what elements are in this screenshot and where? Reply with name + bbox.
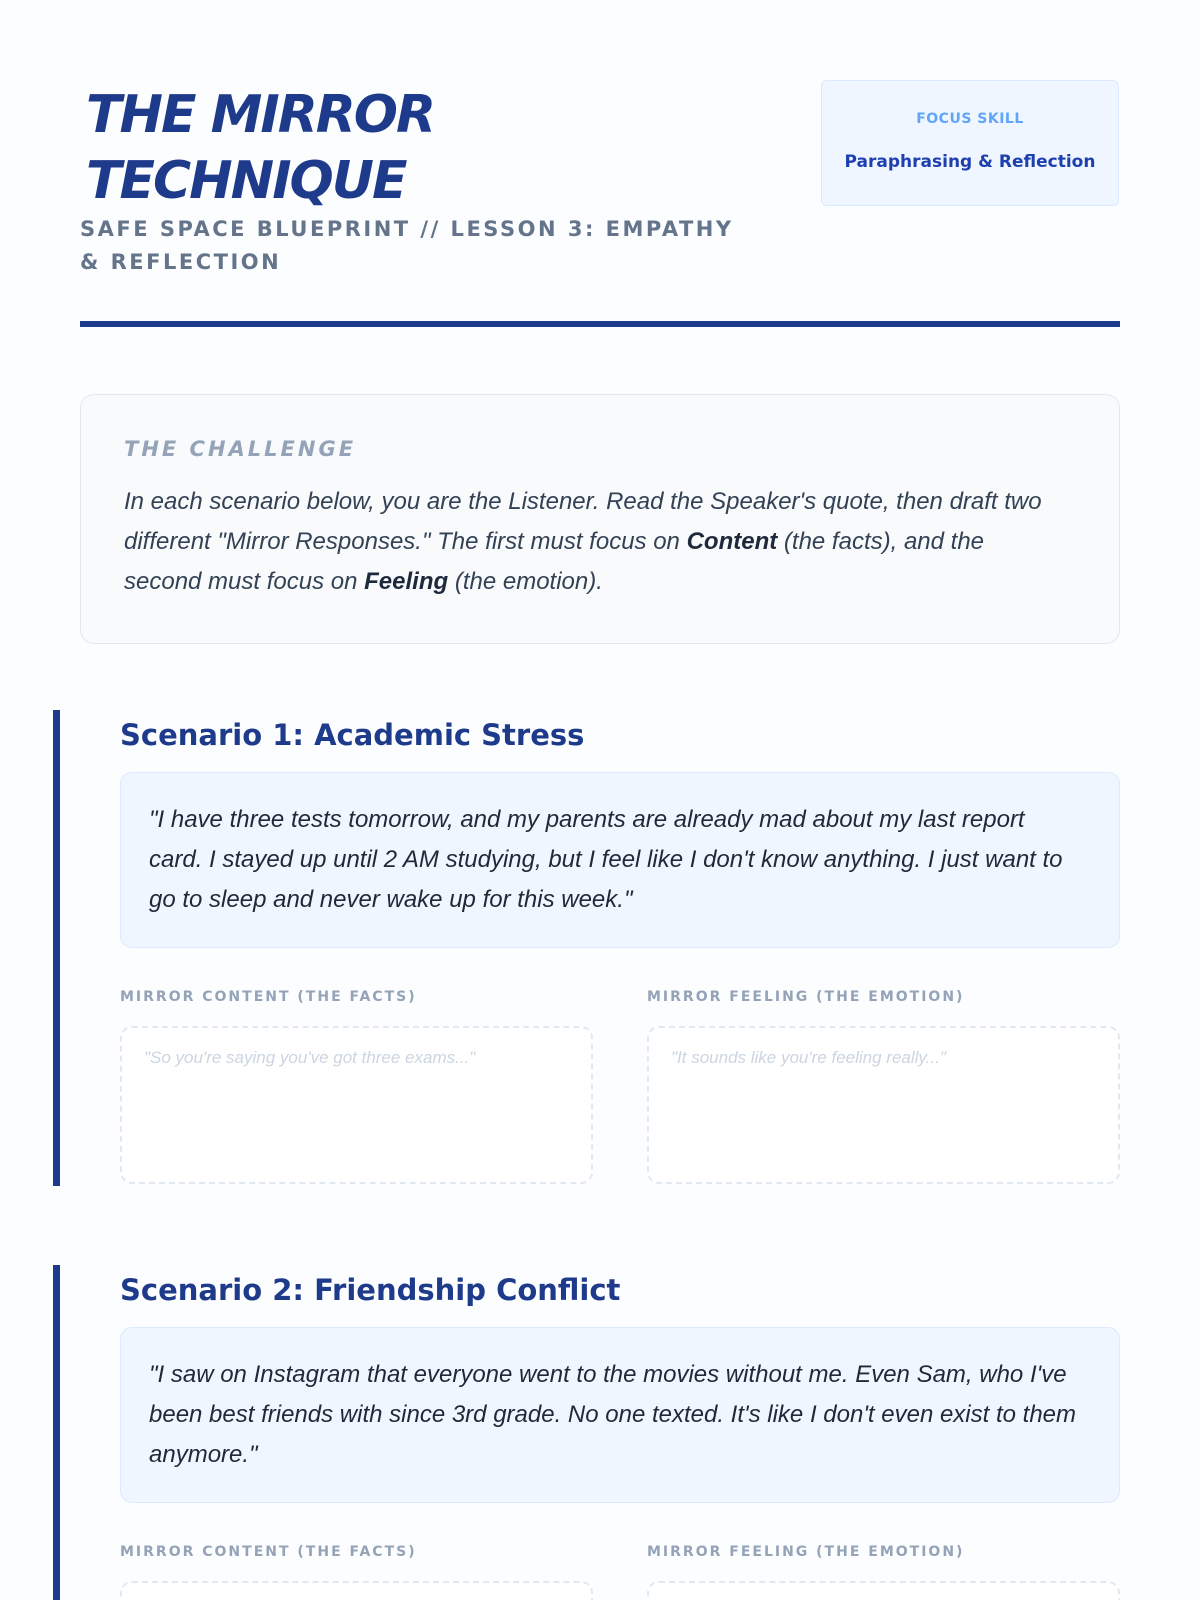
mirror-feeling-label: MIRROR FEELING (THE EMOTION) [647,989,965,1005]
challenge-text-part1: In each scenario below, you are the Listener. Read the Speaker's quote, then draft two different "Mirror Responses." The first must focus on [124,488,1042,555]
speaker-quote: "I saw on Instagram that everyone went to the movies without me. Even Sam, who I've been best friends with since 3rd grade. No one texted. It's like I don't even exist to them anymore." [149,1361,1077,1468]
challenge-text-part2: (the facts), and the second must focus on [124,528,985,595]
challenge-text-part3: (the emotion). [448,568,603,595]
scenario-1 [53,710,1127,1186]
challenge-label: THE CHALLENGE [124,437,357,461]
focus-skill-card [821,80,1119,206]
scenario-title: Scenario 2: Friendship Conflict [120,1273,621,1307]
page-title: THE MIRROR TECHNIQUE [86,85,435,211]
challenge-text [124,482,1054,602]
focus-skill-label: FOCUS SKILL [916,111,1024,127]
mirror-feeling-input[interactable] [649,1583,1118,1600]
challenge-box [80,394,1120,644]
mirror-content-box[interactable] [120,1026,593,1184]
mirror-feeling-label: MIRROR FEELING (THE EMOTION) [647,1544,965,1560]
header-divider [80,321,1120,327]
scenario-title: Scenario 1: Academic Stress [120,718,585,752]
mirror-content-input[interactable] [122,1028,591,1182]
speaker-quote-box [120,772,1120,948]
page-subtitle: SAFE SPACE BLUEPRINT // LESSON 3: EMPATHY & REFLECTION [80,217,734,274]
content-emphasis: Content [686,528,778,555]
speaker-quote-box [120,1327,1120,1503]
scenario-2 [53,1265,1127,1600]
mirror-feeling-box[interactable] [647,1026,1120,1184]
speaker-quote: "I have three tests tomorrow, and my parents are already mad about my last report card. I stayed up until 2 AM studying, but I feel like I don't know anything. I just want to go to sleep and never wake up for this week." [149,806,1063,913]
mirror-feeling-box[interactable] [647,1581,1120,1600]
feeling-emphasis: Feeling [364,568,449,595]
mirror-content-box[interactable] [120,1581,593,1600]
mirror-feeling-input[interactable] [649,1028,1118,1182]
mirror-content-input[interactable] [122,1583,591,1600]
focus-skill-value: Paraphrasing & Reflection [844,152,1096,172]
mirror-content-label: MIRROR CONTENT (THE FACTS) [120,989,417,1005]
mirror-content-label: MIRROR CONTENT (THE FACTS) [120,1544,417,1560]
